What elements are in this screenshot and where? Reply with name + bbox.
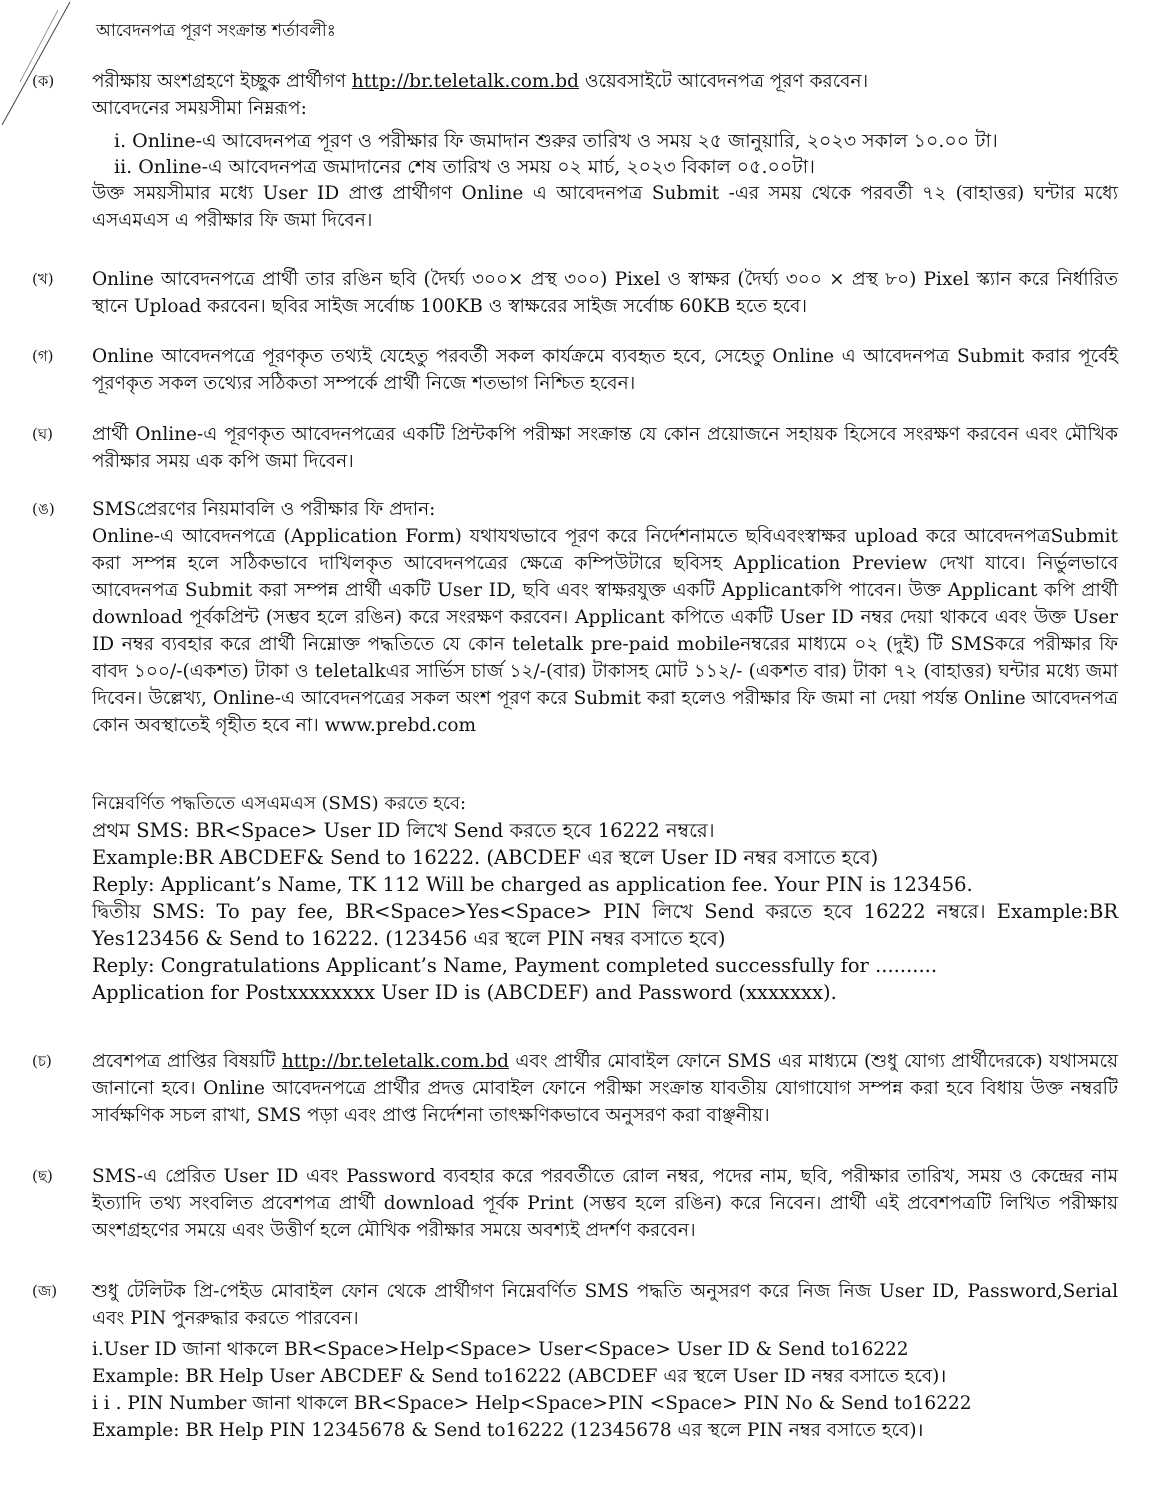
section-label: (ঘ) [32,425,53,443]
section-body [92,343,1118,397]
deadline-item-2: ii. Online-এ আবেদনপত্র জমাদানের শেষ তারিখ ও সময় ০২ মার্চ, ২০২৩ বিকাল ০৫.০০টা। [114,156,815,178]
section-label: (ঙ) [32,500,55,518]
section-body [92,266,1118,320]
deadline-item-1: i. Online-এ আবেদনপত্র পূরণ ও পরীক্ষার ফি জমাদান শুরুর তারিখ ও সময় ২৫ জানুয়ারি, ২০২৩ সকাল ১০.০০ টা। [114,130,998,152]
section-body [92,1278,1118,1444]
recovery-item-1: i.User ID জানা থাকলে BR<Space>Help<Space> User<Space> User ID & Send to16222 [92,1339,909,1360]
section-label: (ছ) [32,1167,53,1185]
recovery-example-1: Example: BR Help User ABCDEF & Send to16222 (ABCDEF এর স্থলে User ID নম্বর বসাতে হবে)। [92,1366,947,1387]
second-sms: দ্বিতীয় SMS: To pay fee, BR<Space>Yes<Space> PIN লিখে Send করতে হবে 16222 নম্বরে। Example:BR Yes123456 & Send to 16222. (123456 এর স্থলে PIN নম্বর বসাতে হবে) [92,900,1118,950]
sms-block [92,790,1118,1006]
section-label: (ক) [32,72,55,90]
paragraph: Online আবেদনপত্রে প্রার্থী তার রঙিন ছবি (দৈর্ঘ্য ৩০০× প্রস্থ ৩০০) Pixel ও স্বাক্ষর (দৈর্ঘ্য ৩০০ × প্রস্থ ৮০) Pixel স্ক্যান করে নির্ধারিত স্থানে Upload করবেন। ছবির সাইজ সর্বোচ্চ 100KB ও স্বাক্ষরের সাইজ সর্বোচ্চ 60KB হতে হবে। [92,269,1118,317]
section-body [92,421,1118,475]
text-span: প্রবেশপত্র প্রাপ্তির বিষয়টি [92,1051,276,1072]
paragraph-line [92,68,1118,95]
paragraph: শুধু টেলিটক প্রি-পেইড মোবাইল ফোন থেকে প্রার্থীগণ নিম্নেবর্ণিত SMS পদ্ধতি অনুসরণ করে নিজ নিজ User ID, Password,Serial এবং PIN পুনরুদ্ধার করতে পারবেন। [92,1281,1118,1329]
first-sms: প্রথম SMS: BR<Space> User ID লিখে Send করতে হবে 16222 নম্বরে। [92,819,715,842]
text-span: পরীক্ষায় অংশগ্রহণে ইচ্ছুক প্রার্থীগণ [92,71,346,92]
paragraph: SMS-এ প্রেরিত User ID এবং Password ব্যবহার করে পরবর্তীতে রোল নম্বর, পদের নাম, ছবি, পরীক্ষার তারিখ, সময় ও কেন্দ্রের নাম ইত্যাদি তথ্য সংবলিত প্রবেশপত্র প্রার্থী download পূর্বক Print (সম্ভব হলে রঙিন) করে নিবেন। প্রার্থী এই প্রবেশপত্রটি লিখিত পরীক্ষায় অংশগ্রহণের সময়ে এবং উত্তীর্ণ হলে মৌখিক পরীক্ষার সময়ে অবশ্যই প্রদর্শণ করবেন। [92,1166,1118,1241]
recovery-item-2: i i . PIN Number জানা থাকলে BR<Space> Help<Space>PIN <Space> PIN No & Send to16222 [92,1393,972,1414]
section-label: (খ) [32,270,54,288]
text-span: এবং প্রার্থীর মোবাইল ফোনে SMS এর মাধ্যমে (শুধু যোগ্য প্রার্থীদেরকে) যথাসময়ে জানানো হবে। Online আবেদনপত্রে প্রার্থীর প্রদত্ত মোবাইল ফোনে পরীক্ষা সংক্রান্ত যাবতীয় যোগাযোগ সম্পন্ন করা হবে বিধায় উক্ত নম্বরটি সার্বক্ষণিক সচল রাখা, SMS পড়া এবং প্রাপ্ত নির্দেশনা তাৎক্ষণিকভাবে অনুসরণ করা বাঞ্ছনীয়। [92,1051,1118,1126]
recovery-example-2: Example: BR Help PIN 12345678 & Send to16222 (12345678 এর স্থলে PIN নম্বর বসাতে হবে)। [92,1420,924,1441]
teletalk-link[interactable]: http://br.teletalk.com.bd [351,71,579,92]
reply-1: Reply: Applicant’s Name, TK 112 Will be charged as application fee. Your PIN is 123456. [92,873,973,896]
section-label: (জ) [32,1282,58,1300]
paragraph [92,1048,1118,1129]
section-body [92,1048,1118,1129]
text-span: ওয়েবসাইটে আবেদনপত্র পূরণ করবেন। [584,71,869,92]
section-title: SMSপ্রেরণের নিয়মাবলি ও পরীক্ষার ফি প্রদান: [92,499,436,520]
section-body [92,496,1118,739]
paragraph-line: উক্ত সময়সীমার মধ্যে User ID প্রাপ্ত প্রার্থীগণ Online এ আবেদনপত্র Submit -এর সময় থেকে পরবর্তী ৭২ (বাহাত্তর) ঘন্টার মধ্যে এসএমএস এ পরীক্ষার ফি জমা দিবেন। [92,183,1118,231]
example-1: Example:BR ABCDEF& Send to 16222. (ABCDEF এর স্থলে User ID নম্বর বসাতে হবে) [92,846,879,869]
paragraph: প্রার্থী Online-এ পূরণকৃত আবেদনপত্রের একটি প্রিন্টকপি পরীক্ষা সংক্রান্ত যে কোন প্রয়োজনে সহায়ক হিসেবে সংরক্ষণ করবেন এবং মৌখিক পরীক্ষার সময় এক কপি জমা দিবেন। [92,424,1118,472]
section-body [92,1163,1118,1244]
section-label: (গ) [32,347,54,365]
section-body [92,68,1118,234]
reply-2b: Application for Postxxxxxxxx User ID is (ABCDEF) and Password (xxxxxxx). [92,981,837,1004]
section-label: (চ) [32,1052,52,1070]
teletalk-link[interactable]: http://br.teletalk.com.bd [281,1051,509,1072]
page-heading: আবেদনপত্র পূরণ সংক্রান্ত শর্তাবলীঃ [96,21,336,41]
sms-title: নিম্নেবর্ণিত পদ্ধতিতে এসএমএস (SMS) করতে হবে: [92,793,467,814]
deadline-intro: আবেদনের সময়সীমা নিম্নরূপ: [92,98,307,119]
paragraph: Online-এ আবেদনপত্রে (Application Form) যথাযথভাবে পূরণ করে নির্দেশনামতে ছবিএবংস্বাক্ষর upload করে আবেদনপত্রSubmit করা সম্পন্ন হলে সঠিকভাবে দাখিলকৃত আবেদনপত্রের ক্ষেত্রে কম্পিউটারে ছবিসহ Application Preview দেখা যাবে। নির্ভুলভাবে আবেদনপত্র Submit করা সম্পন্ন প্রার্থী একটি User ID, ছবি এবং স্বাক্ষরযুক্ত একটি Applicantকপি পাবেন। উক্ত Applicant কপি প্রার্থী download পূর্বকপ্রিন্ট (সম্ভব হলে রঙিন) করে সংরক্ষণ করবেন। Applicant কপিতে একটি User ID নম্বর দেয়া থাকবে এবং উক্ত User ID নম্বর ব্যবহার করে প্রার্থী নিম্নোক্ত পদ্ধতিতে যে কোন teletalk pre-paid mobileনম্বরের মাধ্যমে ০২ (দুই) টি SMSকরে পরীক্ষার ফি বাবদ ১০০/-(একশত) টাকা ও teletalkএর সার্ভিস চার্জ ১২/-(বার) টাকাসহ মোট ১১২/- (একশত বার) টাকা ৭২ (বাহাত্তর) ঘন্টার মধ্যে জমা দিবেন। উল্লেখ্য, Online-এ আবেদনপত্রের সকল অংশ পূরণ করে Submit করা হলেও পরীক্ষার ফি জমা না দেয়া পর্যন্ত Online আবেদনপত্র কোন অবস্থাতেই গৃহীত হবে না। www.prebd.com [92,526,1118,736]
paragraph: Online আবেদনপত্রে পূরণকৃত তথ্যই যেহেতু পরবর্তী সকল কার্যক্রমে ব্যবহৃত হবে, সেহেতু Online এ আবেদনপত্র Submit করার পূর্বেই পূরণকৃত সকল তথ্যের সঠিকতা সম্পর্কে প্রার্থী নিজে শতভাগ নিশ্চিত হবেন। [92,346,1118,394]
reply-2: Reply: Congratulations Applicant’s Name, Payment completed successfully for .......... [92,954,938,977]
